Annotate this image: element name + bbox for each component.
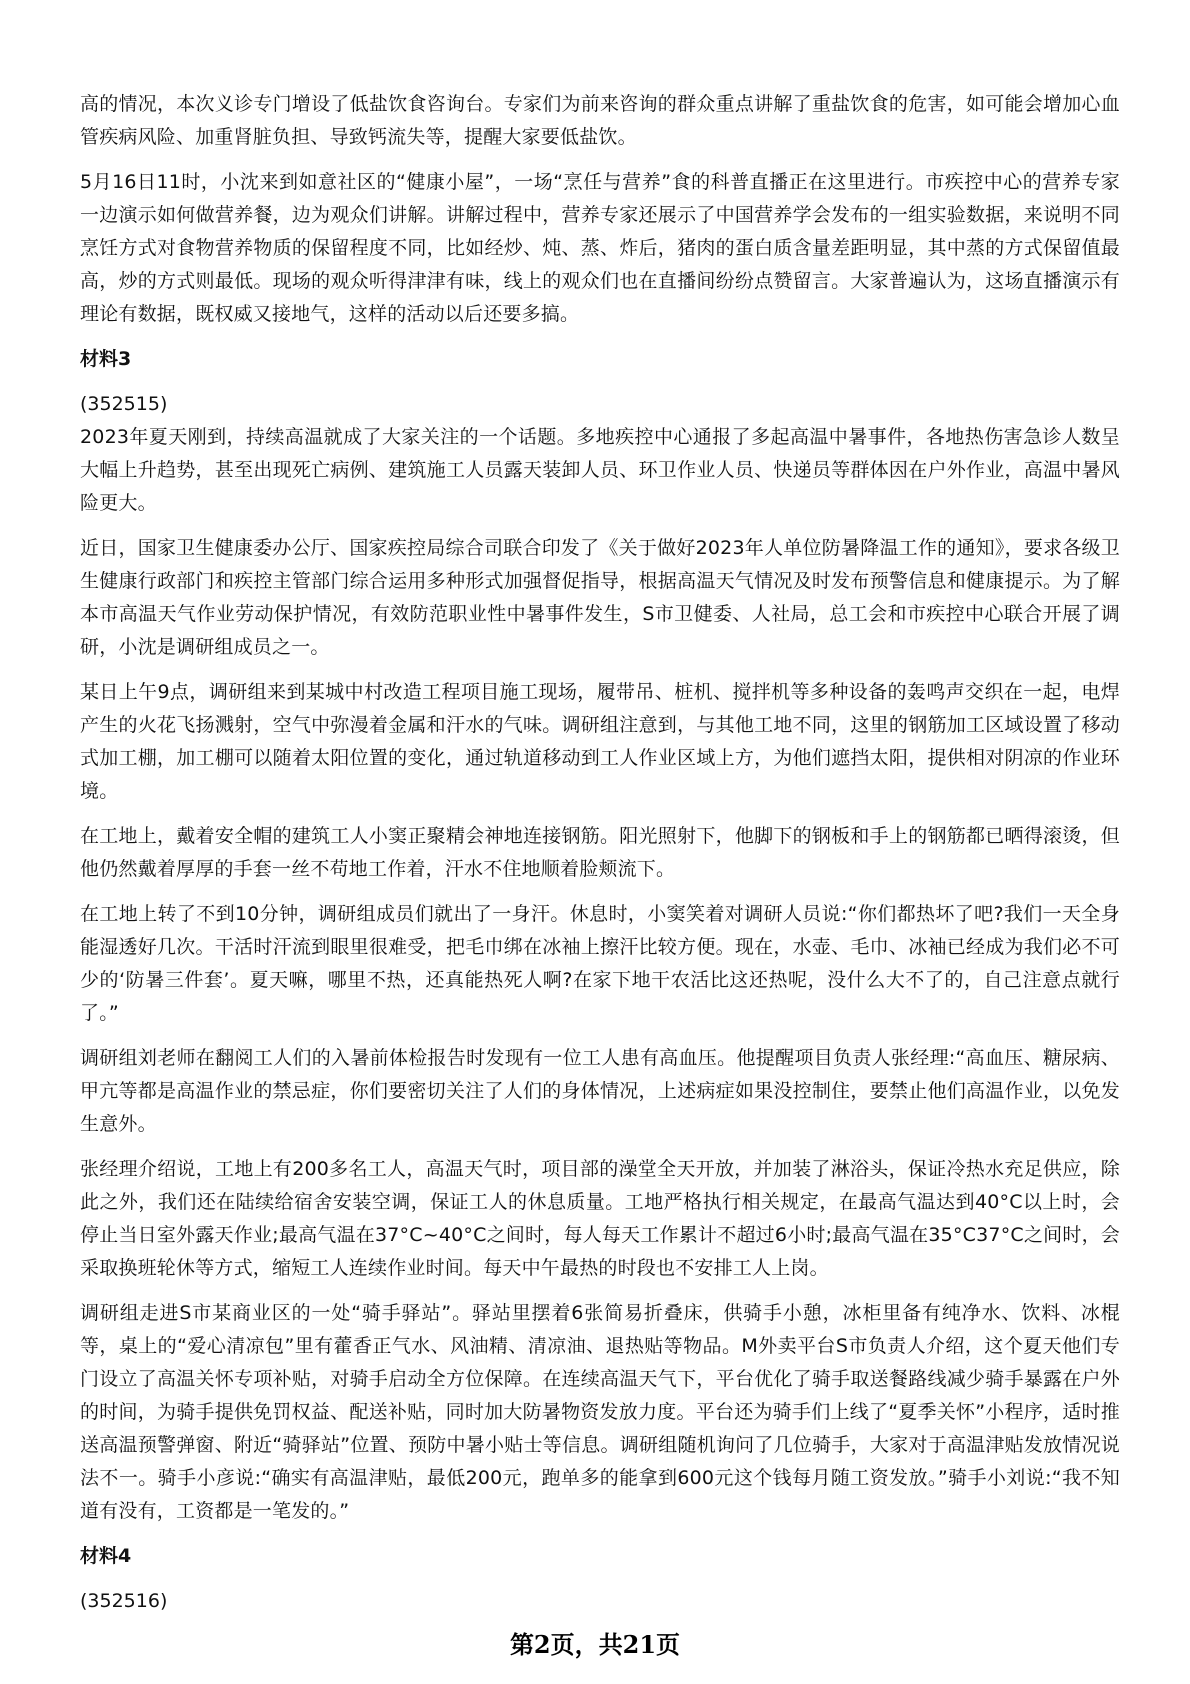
paragraph-construction-site: 某日上午9点，调研组来到某城中村改造工程项目施工现场，履带吊、桩机、搅拌机等多种设备的轰鸣声交织在一起，电焊产生的火花飞扬溅射，空气中弥漫着金属和汗水的气味。调研组注意到，与其他工地不同，这里的钢筋加工区域设置了移动式加工棚，加工棚可以随着太阳位置的变化，通过轨道移动到工人作业区域上方，为他们遮挡太阳，提供相对阴凉的作业环境。: [80, 681, 1120, 802]
paragraph-low-salt-consultation: 高的情况，本次义诊专门增设了低盐饮食咨询台。专家们为前来咨询的群众重点讲解了重盐饮食的危害，如可能会增加心血管疾病风险、加重肾脏负担、导致钙流失等，提醒大家要低盐饮。: [80, 93, 1120, 148]
paragraph-health-check: 调研组刘老师在翻阅工人们的入暑前体检报告时发现有一位工人患有高血压。他提醒项目负责人张经理:“高血压、糖尿病、甲亢等都是高温作业的禁忌症，你们要密切关注了人们的身体情况，上述病症如果没控制住，要禁止他们高温作业，以免发生意外。: [80, 1047, 1120, 1135]
paragraph-worker-xiaodou: 在工地上，戴着安全帽的建筑工人小窦正聚精会神地连接钢筋。阳光照射下，他脚下的钢板和手上的钢筋都已晒得滚烫，但他仍然戴着厚厚的手套一丝不苟地工作着，汗水不住地顺着脸颊流下。: [80, 825, 1120, 880]
section-heading-material-4: 材料4: [80, 1545, 132, 1567]
paragraph-heatwave-topic: 2023年夏天刚到，持续高温就成了大家关注的一个话题。多地疾控中心通报了多起高温中暑事件，各地热伤害急诊人数呈大幅上升趋势，甚至出现死亡病例、建筑施工人员露天装卸人员、环卫作业人员、快递员等群体因在户外作业，高温中暑风险更大。: [80, 426, 1120, 514]
paragraph-national-notice: 近日，国家卫生健康委办公厅、国家疾控局综合司联合印发了《关于做好2023年人单位防暑降温工作的通知》，要求各级卫生健康行政部门和疾控主管部门综合运用多种形式加强督促指导，根据高温天气情况及时发布预警信息和健康提示。为了解本市高温天气作业劳动保护情况，有效防范职业性中暑事件发生，S市卫健委、人社局，总工会和市疾控中心联合开展了调研，小沈是调研组成员之一。: [80, 537, 1120, 658]
section-heading-material-3: 材料3: [80, 348, 132, 370]
paragraph-manager-measures: 张经理介绍说，工地上有200多名工人，高温天气时，项目部的澡堂全天开放，并加装了淋浴头，保证冷热水充足供应，除此之外，我们还在陆续给宿舍安装空调，保证工人的休息质量。工地严格执行相关规定，在最高气温达到40°C以上时，会停止当日室外露天作业;最高气温在37°C~40°C之间时，每人每天工作累计不超过6小时;最高气温在35°C37°C之间时，会采取换班轮休等方式，缩短工人连续作业时间。每天中午最热的时段也不安排工人上岗。: [80, 1158, 1120, 1279]
paragraph-rider-station: 调研组走进S市某商业区的一处“骑手驿站”。驿站里摆着6张简易折叠床，供骑手小憩，冰柜里备有纯净水、饮料、冰棍等，桌上的“爱心清凉包”里有藿香正气水、风油精、清凉油、退热贴等物品。M外卖平台S市负责人介绍，这个夏天他们专门设立了高温关怀专项补贴，对骑手启动全方位保障。在连续高温天气下，平台优化了骑手取送餐路线减少骑手暴露在户外的时间，为骑手提供免罚权益、配送补贴，同时加大防暑物资发放力度。平台还为骑手们上线了“夏季关怀”小程序，适时推送高温预警弹窗、附近“骑驿站”位置、预防中暑小贴士等信息。调研组随机询问了几位骑手，大家对于高温津贴发放情况说法不一。骑手小彦说:“确实有高温津贴，最低200元，跑单多的能拿到600元这个钱每月随工资发放。”骑手小刘说:“我不知道有没有，工资都是一笔发的。”: [80, 1302, 1120, 1522]
paragraph-worker-quote: 在工地上转了不到10分钟，调研组成员们就出了一身汗。休息时，小窦笑着对调研人员说:“你们都热坏了吧?我们一天全身能湿透好几次。干活时汗流到眼里很难受，把毛巾绑在冰袖上擦汗比较方便。现在，水壶、毛巾、冰袖已经成为我们必不可少的‘防暑三件套’。夏天嘛，哪里不热，还真能热死人啊?在家下地干农活比这还热呢，没什么大不了的，自己注意点就行了。”: [80, 903, 1120, 1024]
paragraph-nutrition-livestream: 5月16日11时，小沈来到如意社区的“健康小屋”，一场“烹任与营养”食的科普直播正在这里进行。市疾控中心的营养专家一边演示如何做营养餐，边为观众们讲解。讲解过程中，营养专家还展示了中国营养学会发布的一组实验数据，来说明不同烹饪方式对食物营养物质的保留程度不同，比如经炒、炖、蒸、炸后，猪肉的蛋白质含量差距明显，其中蒸的方式保留值最高，炒的方式则最低。现场的观众听得津津有味，线上的观众们也在直播间纷纷点赞留言。大家普遍认为，这场直播演示有理论有数据，既权威又接地气，这样的活动以后还要多搞。: [80, 171, 1120, 325]
document-body: [80, 88, 1120, 1630]
page-footer: 第2页，共21页: [509, 1630, 681, 1659]
material-4-code: (352516): [80, 1590, 168, 1612]
material-3-code: (352515): [80, 393, 168, 415]
